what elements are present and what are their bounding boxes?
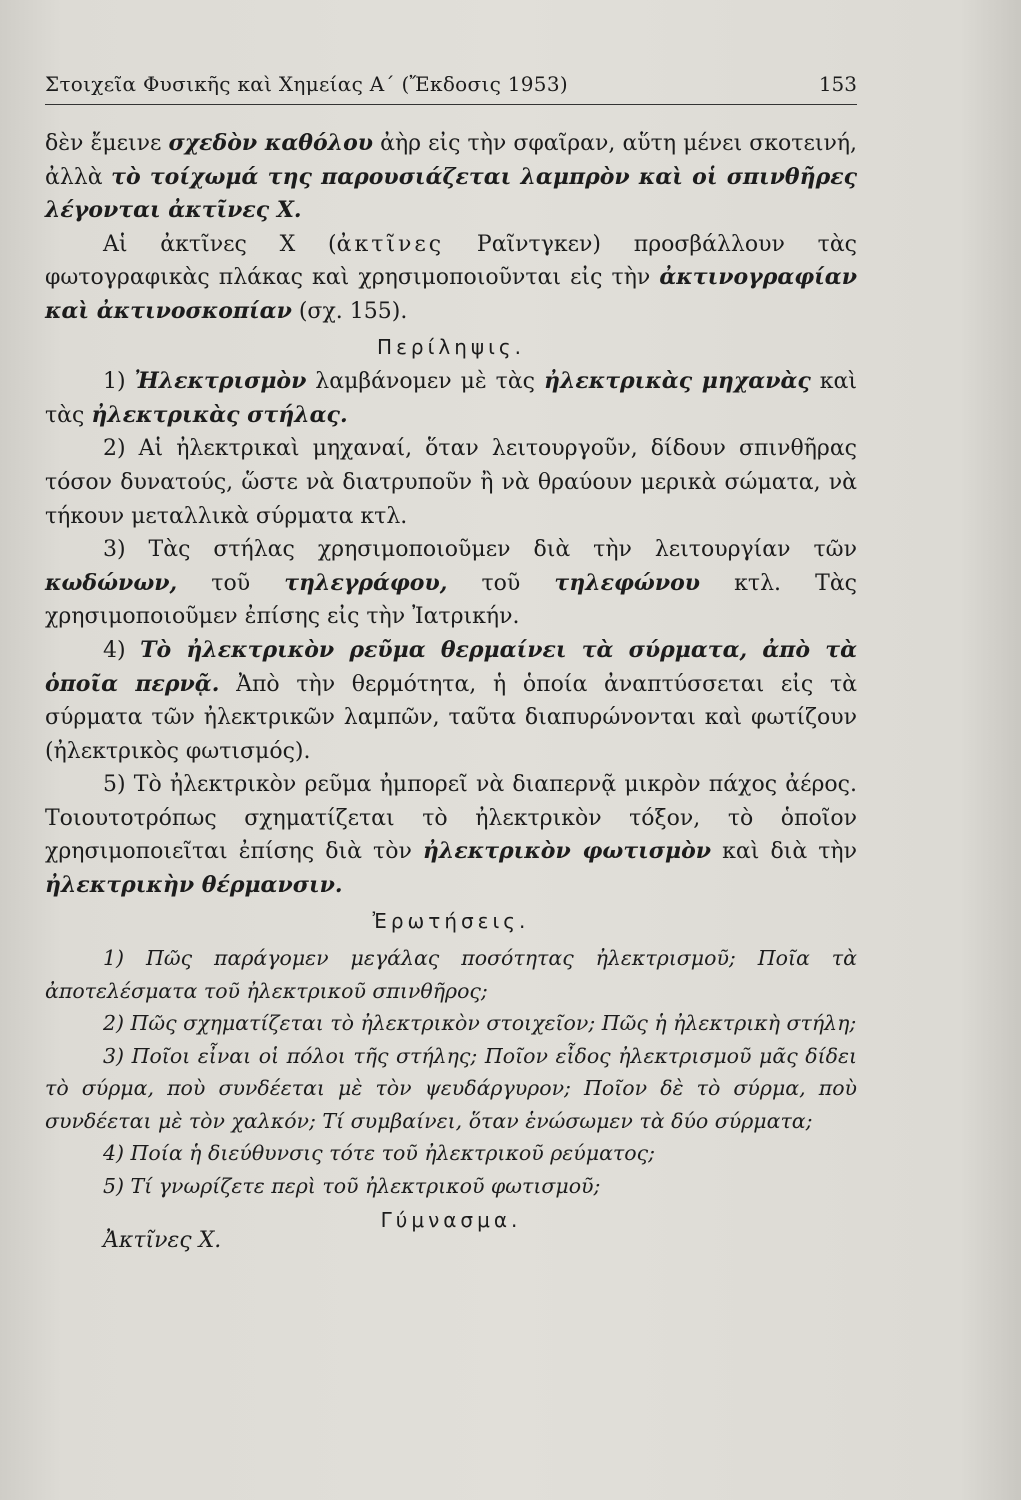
emphasis-run: τηλεφώνου xyxy=(554,569,701,596)
emphasis-run: ἀκτινογραφίαν καὶ ἀκτινοσκοπίαν xyxy=(45,264,857,324)
exercise-section xyxy=(45,1204,857,1252)
text-run: (σχ. 155). xyxy=(291,298,408,324)
text-run: 3) Τὰς στήλας χρησιμοποιοῦμεν διὰ τὴν λειτουργίαν τῶν xyxy=(103,537,857,563)
summary-item-2: 2) Αἱ ἠλεκτρικαὶ μηχαναί, ὅταν λειτουργοῦν, δίδουν σπινθῆρας τόσον δυνατούς, ὥστε νὰ διατρυποῦν ἢ νὰ θραύουν μερικὰ σώματα, νὰ τήκουν μεταλλικὰ σύρματα κτλ. xyxy=(45,436,857,529)
text-run: τοῦ xyxy=(177,570,285,596)
text-run: δὲν ἔμεινε xyxy=(45,131,169,156)
exercise-item: Ἀκτῖνες Χ. xyxy=(103,1228,222,1254)
text-run: τοῦ xyxy=(447,570,555,596)
running-header xyxy=(45,70,857,105)
summary-item-4 xyxy=(45,634,857,768)
text-run: Αἱ ἀκτῖνες Χ ( xyxy=(103,231,337,257)
text-run: καὶ διὰ τὴν xyxy=(711,839,857,865)
summary-heading: Περίληψις. xyxy=(377,334,525,359)
page-body xyxy=(45,127,857,1252)
header-title: Στοιχεῖα Φυσικῆς καὶ Χημείας Α΄ (Ἔκδοσις 1953) xyxy=(45,72,568,96)
emphasis-run: σχεδὸν καθόλου xyxy=(168,130,374,156)
intro-paragraph-2 xyxy=(45,228,857,329)
spaced-run: ἀκτῖνες xyxy=(336,231,445,257)
emphasis-run: ἠλεκτρικὴν θέρμανσιν. xyxy=(45,872,343,899)
intro-paragraph-1 xyxy=(45,127,857,228)
emphasis-run: κωδώνων, xyxy=(45,569,178,596)
text-run: κτλ. Τὰς χρησιμοποιοῦμεν ἐπίσης εἰς τὴν Ἰατρικήν. xyxy=(45,570,858,630)
text-run: 1) xyxy=(103,369,135,395)
text-run: 4) xyxy=(103,637,141,663)
summary-item-3 xyxy=(45,533,857,634)
question-item: 1) Πῶς παράγομεν μεγάλας ποσότητας ἠλεκτρισμοῦ; Ποῖα τὰ ἀποτελέσματα τοῦ ἠλεκτρικοῦ σπινθῆρος; xyxy=(45,946,857,1003)
text-run: Ραῖντγκεν) προσβάλλουν τὰς φωτογραφικὰς πλάκας καὶ χρησιμοποιοῦνται εἰς τὴν xyxy=(45,231,857,291)
emphasis-run: ἠλεκτρικὰς μηχανὰς xyxy=(543,368,811,395)
emphasis-run: τηλεγράφου, xyxy=(284,569,448,596)
summary-item-5 xyxy=(45,768,857,902)
question-item: 4) Ποία ἡ διεύθυνσις τότε τοῦ ἠλεκτρικοῦ ρεύματος; xyxy=(103,1141,655,1166)
text-run: λαμβάνομεν μὲ τὰς xyxy=(306,369,544,395)
text-run: 5) Τὸ ἠλεκτρικὸν ρεῦμα ἠμπορεῖ νὰ διαπερνᾷ μικρὸν πάχος ἀέρος. Τοιουτοτρόπως σχηματίζεται τὸ ἠλεκτρικὸν τόξον, τὸ ὁποῖον χρησιμοποιεῖται ἐπίσης διὰ τὸν xyxy=(45,772,857,865)
page-number: 153 xyxy=(818,72,857,96)
question-item: 2) Πῶς σχηματίζεται τὸ ἠλεκτρικὸν στοιχεῖον; Πῶς ἡ ἠλεκτρικὴ στήλη; xyxy=(103,1011,857,1036)
text-run: ἀὴρ εἰς τὴν σφαῖραν, αὕτη μένει σκοτεινή, ἀλλὰ xyxy=(45,131,858,190)
questions-heading: Ἐρωτήσεις. xyxy=(372,908,530,933)
summary-item-1 xyxy=(45,365,857,432)
questions-list xyxy=(45,942,857,1202)
question-item: 5) Τί γνωρίζετε περὶ τοῦ ἠλεκτρικοῦ φωτισμοῦ; xyxy=(103,1173,601,1198)
text-run: Ἀπὸ τὴν θερμότητα, ἡ ὁποία ἀναπτύσσεται εἰς τὰ σύρματα τῶν ἠλεκτρικῶν λαμπῶν, ταῦτα διαπυρώνονται καὶ φωτίζουν (ἠλεκτρικὸς φωτισμός). xyxy=(45,671,857,764)
question-item: 3) Ποῖοι εἶναι οἱ πόλοι τῆς στήλης; Ποῖον εἶδος ἠλεκτρισμοῦ μᾶς δίδει τὸ σύρμα, ποὺ συνδέεται μὲ τὸν ψευδάργυρον; Ποῖον δὲ τὸ σύρμα, ποὺ συνδέεται μὲ τὸν χαλκόν; Τί συμβαίνει, ὅταν ἑνώσωμεν τὰ δύο σύρματα; xyxy=(45,1043,857,1133)
exercise-heading: Γύμνασμα. xyxy=(380,1208,522,1233)
emphasis-run: ἠλεκτρικὰς στήλας. xyxy=(91,401,348,428)
emphasis-run: Τὸ ἠλεκτρικὸν ρεῦμα θερμαίνει τὰ σύρματα, ἀπὸ τὰ ὁποῖα περνᾷ. xyxy=(45,636,858,697)
emphasis-run: ἠλεκτρικὸν φωτισμὸν xyxy=(422,838,712,865)
emphasis-run: Ἠλεκτρισμὸν xyxy=(134,368,307,395)
text-run: καὶ τὰς xyxy=(45,369,857,428)
emphasis-run: τὸ τοίχωμά της παρουσιάζεται λαμπρὸν καὶ οἱ σπινθῆρες λέγονται ἀκτῖνες Χ. xyxy=(45,163,858,224)
